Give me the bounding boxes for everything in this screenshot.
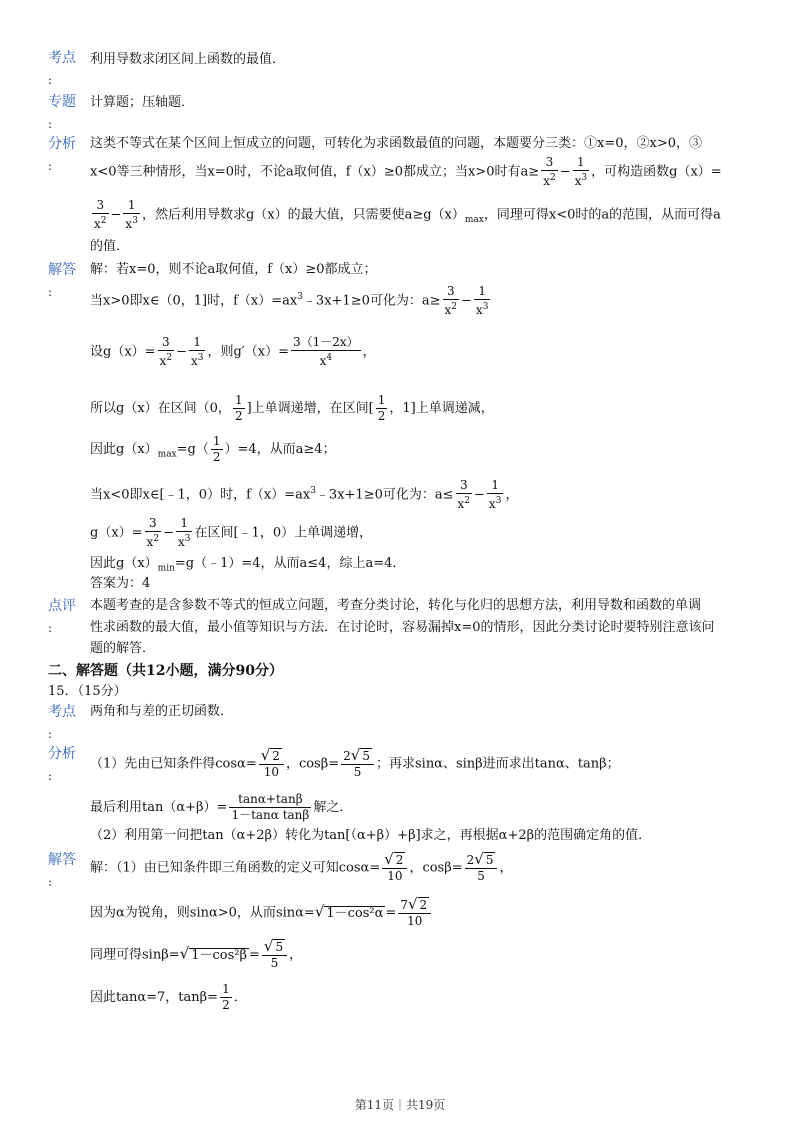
- q15-jieda-line3: 同理可得sinβ=√ 1－cos²β = $\frac{√ 5}{5}$ ，: [90, 937, 303, 970]
- tag-kaodian-15: 考点 :: [48, 704, 76, 741]
- fraction: $\frac{3}{x^2}$: [444, 284, 458, 317]
- q15-fenxi-line1: （1）先由已知条件得cosα= $\frac{√ 2}{10}$ ，cosβ= $\frac{2√ 5}{5}$ ；再求sinα、sinβ进而求出tanα、tanβ；: [90, 746, 620, 779]
- q14-jieda-line8: 因此$g(x)_{min}=g(﹣1)=4$，从而a≤4，综上a=4．: [90, 556, 406, 574]
- q14-jieda-line3: 设g（x）= $\frac{3}{x^2}$ − $\frac{1}{x^3}$ ，则g′（x）= $\frac{3(1-2x)}{x^4}$ ，: [90, 335, 376, 368]
- tag-fenxi-15: 分析 :: [48, 746, 76, 783]
- q14-answer: 答案为：4: [90, 576, 151, 591]
- fraction: $\frac{√ 2}{10}$: [382, 852, 407, 884]
- fraction: $\frac{3}{x^2}$: [94, 198, 107, 231]
- tag-dianping: 点评 :: [48, 598, 76, 635]
- fraction: $\frac{\tan\alpha+\tan\beta}{\text{1－tanα tanβ}}$: [231, 792, 310, 822]
- q14-fenxi-line1: 这类不等式在某个区间上恒成立的问题，可转化为求函数最值的问题，本题要分三类：①x=0，②x>0，③: [90, 136, 702, 151]
- fraction: $\frac{√ 2}{10}$: [259, 748, 284, 780]
- fraction: $\frac{3}{x^2}$: [159, 335, 173, 368]
- q15-kaodian-text: 两角和与差的正切函数．: [90, 704, 234, 719]
- q14-jieda-line4: 所以g（x）在区间（0， $\frac{1}{2}$ ]上单调递增，在区间[ $\frac{1}{2}$ ，1]上单调递减，: [90, 393, 494, 423]
- fraction: $\frac{3}{x^2}$: [457, 478, 471, 511]
- fraction: $\frac{1}{x^3}$: [488, 478, 502, 511]
- q14-jieda-line6: 当x<0即x∈[﹣1，0）时，$f(x)=ax^3﹣3x+1\ge 0$可化为：a≤ $\frac{3}{x^2}$ − $\frac{1}{x^3}$ ，: [90, 478, 519, 511]
- q15-fenxi-line3: （2）利用第一问把tan（α+2β）转化为tan[（α+β）+β]求之，再根据α+2β的范围确定角的值．: [90, 828, 652, 843]
- fraction: $\frac{3(1-2x)}{x^4}$: [292, 335, 359, 368]
- q14-fenxi-line3: $\frac{3}{x^2}$ − $\frac{1}{x^3}$ ，然后利用导数求g（x）的最大值，只需要使$a\ge g(x)_{max}$，同理可得x<0时的a的范围，从而可得a: [94, 198, 721, 231]
- q15-number: 15．（15分）: [48, 684, 127, 699]
- tag-zhuanti: 专题 :: [48, 94, 76, 131]
- fraction: $\frac{1}{2}$: [222, 982, 230, 1012]
- fraction: $\frac{1}{x^3}$: [125, 198, 138, 231]
- page-footer: 第11页｜共19页: [354, 1098, 446, 1112]
- q15-fenxi-line2: 最后利用tan（α+β）= $\frac{\tan\alpha+\tan\beta}{\text{1－tanα tanβ}}$ 解之．: [90, 792, 353, 822]
- fraction: $\frac{√ 5}{5}$: [262, 939, 287, 971]
- fraction: $\frac{1}{2}$: [212, 434, 221, 464]
- q14-fenxi-line4: 的值．: [90, 239, 130, 254]
- fraction: $\frac{1}{2}$: [234, 393, 243, 423]
- fraction: $\frac{1}{x^3}$: [475, 284, 489, 317]
- fraction: $\frac{7√ 2}{10}$: [398, 897, 431, 929]
- section-heading: 二、解答题（共12小题，满分90分）: [48, 663, 283, 679]
- q14-jieda-line1: 解：若x=0，则不论a取何值，f（x）≥0都成立；: [90, 262, 377, 277]
- fraction: $\frac{3}{x^2}$: [146, 516, 160, 549]
- q14-jieda-line7: g（x）= $\frac{3}{x^2}$ − $\frac{1}{x^3}$ 在区间[﹣1，0）上单调递增，: [90, 516, 373, 549]
- q14-zhuanti-text: 计算题；压轴题．: [90, 95, 195, 110]
- q15-jieda-line1: 解：（1）由已知条件即三角函数的定义可知cosα= $\frac{√ 2}{10}$ ，cosβ= $\frac{2√ 5}{5}$ ，: [90, 850, 513, 883]
- fraction: $\frac{1}{x^3}$: [177, 516, 191, 549]
- q15-jieda-line2: 因为α为锐角，则sinα>0，从而sinα=√ 1－cos²α = $\frac{7√ 2}{10}$: [90, 897, 433, 929]
- fraction: $\frac{1}{x^3}$: [574, 155, 588, 188]
- q14-kaodian-text: 利用导数求闭区间上函数的最值．: [90, 52, 286, 67]
- fraction: $\frac{1}{2}$: [377, 393, 386, 423]
- q14-fenxi-line2: x<0等三种情形，当x=0时，不论a取何值，f（x）≥0都成立；当x>0时有a≥ $\frac{3}{x^2}$ − $\frac{1}{x^3}$ ，可构造函数g（x）=: [90, 155, 722, 188]
- q14-dianping-line3: 题的解答．: [90, 641, 156, 656]
- fraction: $\frac{2√ 5}{5}$: [341, 748, 374, 780]
- tag-jieda: 解答 :: [48, 262, 76, 299]
- tag-kaodian: 考点 :: [48, 50, 76, 87]
- tag-jieda-15: 解答 :: [48, 852, 76, 889]
- q14-dianping-line1: 本题考查的是含参数不等式的恒成立问题，考查分类讨论，转化与化归的思想方法，利用导数和函数的单调: [90, 598, 702, 613]
- q15-jieda-line4: 因此tanα=7，tanβ= $\frac{1}{2}$ ．: [90, 982, 247, 1012]
- q14-jieda-line5: 因此$g(x)_{max}=g$（ $\frac{1}{2}$ ）=4，从而a≥4；: [90, 434, 336, 464]
- q14-jieda-line2: 当x>0即x∈（0，1]时，$f(x)=ax^3﹣3x+1\ge 0$可化为：a≥ $\frac{3}{x^2}$ − $\frac{1}{x^3}$: [90, 284, 489, 317]
- q14-dianping-line2: 性求函数的最大值，最小值等知识与方法．在讨论时，容易漏掉x=0的情形，因此分类讨论时要特别注意该问: [90, 620, 715, 635]
- tag-fenxi: 分析 :: [48, 136, 76, 173]
- fraction: $\frac{2√ 5}{5}$: [465, 852, 498, 884]
- fraction: $\frac{3}{x^2}$: [543, 155, 556, 188]
- fraction: $\frac{1}{x^3}$: [190, 335, 204, 368]
